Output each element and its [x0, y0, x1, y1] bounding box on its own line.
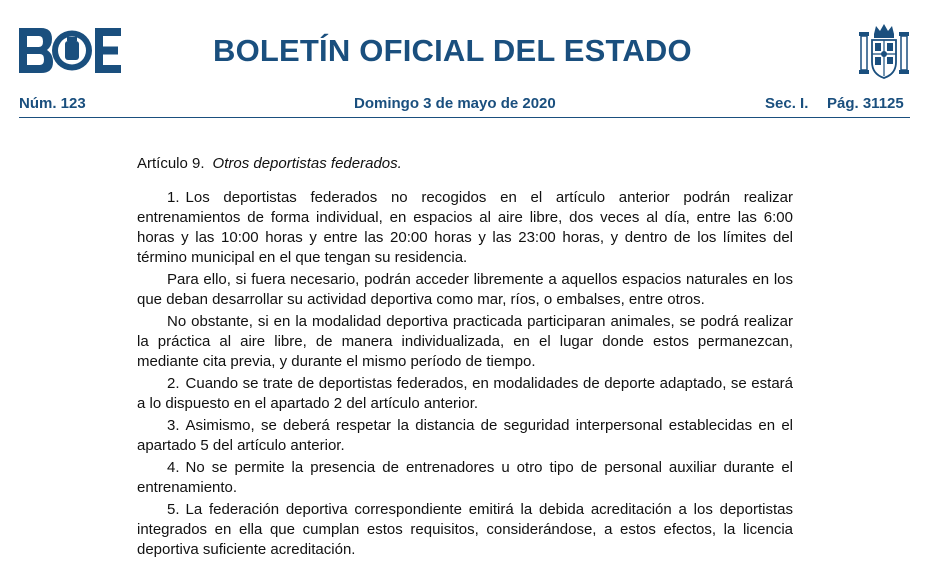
paragraph-text: No obstante, si en la modalidad deportiva practicada participaran animales, se podrá realizar la práctica al aire libre, de manera individualizada, en el lugar donde estos permanezcan, mediante cita previa, y durante el mismo período de tiempo. [137, 313, 793, 370]
gazette-title: BOLETÍN OFICIAL DEL ESTADO [213, 33, 692, 68]
paragraph-text: Asimismo, se deberá respetar la distancia de seguridad interpersonal establecidas en el apartado 5 del artículo anterior. [137, 417, 793, 454]
issue-date: Domingo 3 de mayo de 2020 [354, 95, 556, 112]
paragraph [137, 374, 793, 414]
article-body [137, 188, 793, 562]
paragraph-text: No se permite la presencia de entrenadores u otro tipo de personal auxiliar durante el entrenamiento. [137, 459, 793, 496]
paragraph-text: Los deportistas federados no recogidos en el artículo anterior podrán realizar entrenamientos de forma individual, en espacios al aire libre, dos veces al día, entre las 6:00 horas y las 10:00 horas y entre las 20:00 horas y las 23:00 horas, y dentro de los límites del término municipal en el que tengan su residencia. [137, 189, 793, 266]
paragraph [137, 188, 793, 268]
header-divider [19, 117, 910, 118]
paragraph-number: 5. [167, 501, 180, 518]
paragraph [137, 500, 793, 560]
page-number: Pág. 31125 [827, 95, 904, 112]
article-label: Artículo 9. [137, 155, 205, 172]
paragraph [137, 416, 793, 456]
paragraph-number: 3. [167, 417, 180, 434]
article-heading [137, 155, 402, 172]
paragraph-number: 4. [167, 459, 180, 476]
paragraph-text: La federación deportiva correspondiente emitirá la debida acreditación a los deportistas integrados en ella que cumplan estos requisitos, considerándose, a estos efectos, la licencia deportiva suficiente acreditación. [137, 501, 793, 558]
paragraph [137, 312, 793, 372]
paragraph [137, 270, 793, 310]
paragraph [137, 458, 793, 498]
paragraph-text: Cuando se trate de deportistas federados, en modalidades de deporte adaptado, se estará a lo dispuesto en el apartado 2 del artículo anterior. [137, 375, 793, 412]
issue-number: Núm. 123 [19, 95, 86, 112]
article-name: Otros deportistas federados. [212, 155, 402, 172]
coat-of-arms-icon [858, 22, 910, 80]
paragraph-number: 1. [167, 189, 180, 206]
paragraph-text: Para ello, si fuera necesario, podrán acceder libremente a aquellos espacios naturales en los que deban desarrollar su actividad deportiva como mar, ríos, o embalses, entre otros. [137, 271, 793, 308]
boe-logo [19, 28, 121, 73]
paragraph-number: 2. [167, 375, 180, 392]
section-label: Sec. I. [765, 95, 809, 112]
